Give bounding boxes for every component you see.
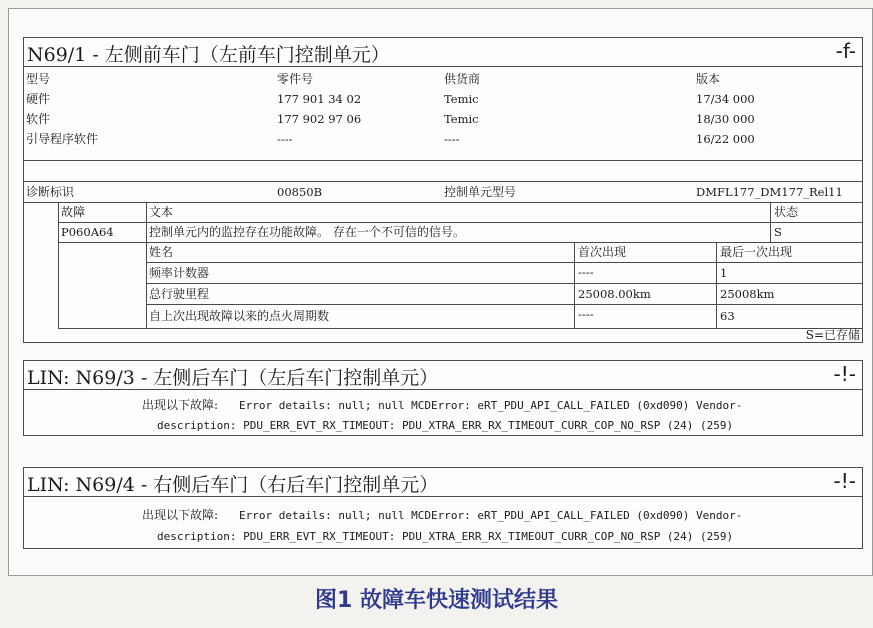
- env-col-first: 首次出现: [578, 245, 627, 259]
- section-header: [24, 361, 862, 390]
- fault-col-code: 故障: [61, 205, 86, 219]
- row-software-version: 18/30 000: [696, 112, 755, 126]
- error-description-line: description: PDU_ERR_EVT_RX_TIMEOUT: PDU_XTRA_ERR_RX_TIMEOUT_CURR_COP_NO_RSP (24) (259): [157, 530, 734, 543]
- row-boot-version: 16/22 000: [696, 132, 755, 146]
- diag-value: 00850B: [277, 185, 323, 199]
- fault-status: S: [774, 225, 782, 239]
- env-col-last: 最后一次出现: [720, 245, 793, 259]
- section-title: LIN: N69/4 - 右侧后车门（右后车门控制单元）: [27, 474, 439, 496]
- col-header-part: 零件号: [277, 72, 314, 86]
- divider: [24, 181, 862, 182]
- env-row-first: ----: [578, 265, 594, 279]
- table-line: [146, 283, 862, 284]
- row-hardware-part: 177 901 34 02: [277, 92, 362, 106]
- env-row-name: 频率计数器: [149, 266, 210, 280]
- env-row-first: 25008.00km: [578, 287, 651, 301]
- section-header: [24, 38, 862, 67]
- warning-flag-icon[interactable]: -!-: [833, 469, 856, 493]
- fault-code[interactable]: P060A64: [61, 225, 114, 239]
- row-software-supplier: Temic: [444, 112, 479, 126]
- error-details-line: Error details: null; null MCDError: eRT_PDU_API_CALL_FAILED (0xd090) Vendor-: [239, 399, 743, 412]
- ecu-type-label: 控制单元型号: [444, 185, 517, 199]
- table-line: [146, 304, 862, 305]
- error-details-line: Error details: null; null MCDError: eRT_PDU_API_CALL_FAILED (0xd090) Vendor-: [239, 509, 743, 522]
- table-line: [58, 328, 862, 329]
- table-line: [574, 242, 575, 329]
- env-row-last: 1: [720, 266, 728, 280]
- table-line: [58, 222, 862, 223]
- diag-label: 诊断标识: [26, 185, 75, 199]
- fault-table: [58, 202, 862, 329]
- row-hardware-label: 硬件: [26, 92, 51, 106]
- warning-flag-icon[interactable]: -!-: [833, 362, 856, 386]
- stored-note: S=已存储: [805, 328, 860, 342]
- row-software-label: 软件: [26, 112, 51, 126]
- row-software-part: 177 902 97 06: [277, 112, 362, 126]
- env-row-name: 自上次出现故障以来的点火周期数: [149, 309, 330, 323]
- error-prefix: 出现以下故障:: [142, 508, 219, 522]
- env-row-first: ----: [578, 307, 594, 321]
- section-header: [24, 468, 862, 497]
- col-header-type: 型号: [26, 72, 51, 86]
- error-description-line: description: PDU_ERR_EVT_RX_TIMEOUT: PDU_XTRA_ERR_RX_TIMEOUT_CURR_COP_NO_RSP (24) (259): [157, 419, 734, 432]
- env-row-last: 63: [720, 309, 735, 323]
- env-row-name: 总行驶里程: [149, 287, 210, 301]
- section-left-front-door: [23, 37, 863, 343]
- env-col-name: 姓名: [149, 245, 174, 259]
- row-boot-part: ----: [277, 132, 293, 146]
- section-title: N69/1 - 左侧前车门（左前车门控制单元）: [27, 44, 390, 66]
- table-line: [716, 242, 717, 329]
- divider: [24, 160, 862, 161]
- error-prefix: 出现以下故障:: [142, 398, 219, 412]
- section-right-rear-door: [23, 467, 863, 549]
- figure-caption: 图1 故障车快速测试结果: [315, 588, 558, 613]
- row-boot-label: 引导程序软件: [26, 132, 99, 146]
- col-header-version: 版本: [696, 72, 721, 86]
- document-page: [8, 8, 873, 576]
- ecu-type-value: DMFL177_DM177_Rel11: [696, 185, 843, 199]
- status-flag-icon[interactable]: -f-: [835, 39, 856, 63]
- fault-col-text: 文本: [149, 205, 174, 219]
- row-hardware-version: 17/34 000: [696, 92, 755, 106]
- row-boot-supplier: ----: [444, 132, 460, 146]
- table-line: [58, 242, 862, 243]
- fault-text: 控制单元内的监控存在功能故障。 存在一个不可信的信号。: [149, 225, 465, 239]
- fault-col-status: 状态: [774, 205, 799, 219]
- row-hardware-supplier: Temic: [444, 92, 479, 106]
- section-title: LIN: N69/3 - 左侧后车门（左后车门控制单元）: [27, 367, 439, 389]
- env-row-last: 25008km: [720, 287, 775, 301]
- col-header-supplier: 供货商: [444, 72, 481, 86]
- section-left-rear-door: [23, 360, 863, 436]
- table-line: [146, 262, 862, 263]
